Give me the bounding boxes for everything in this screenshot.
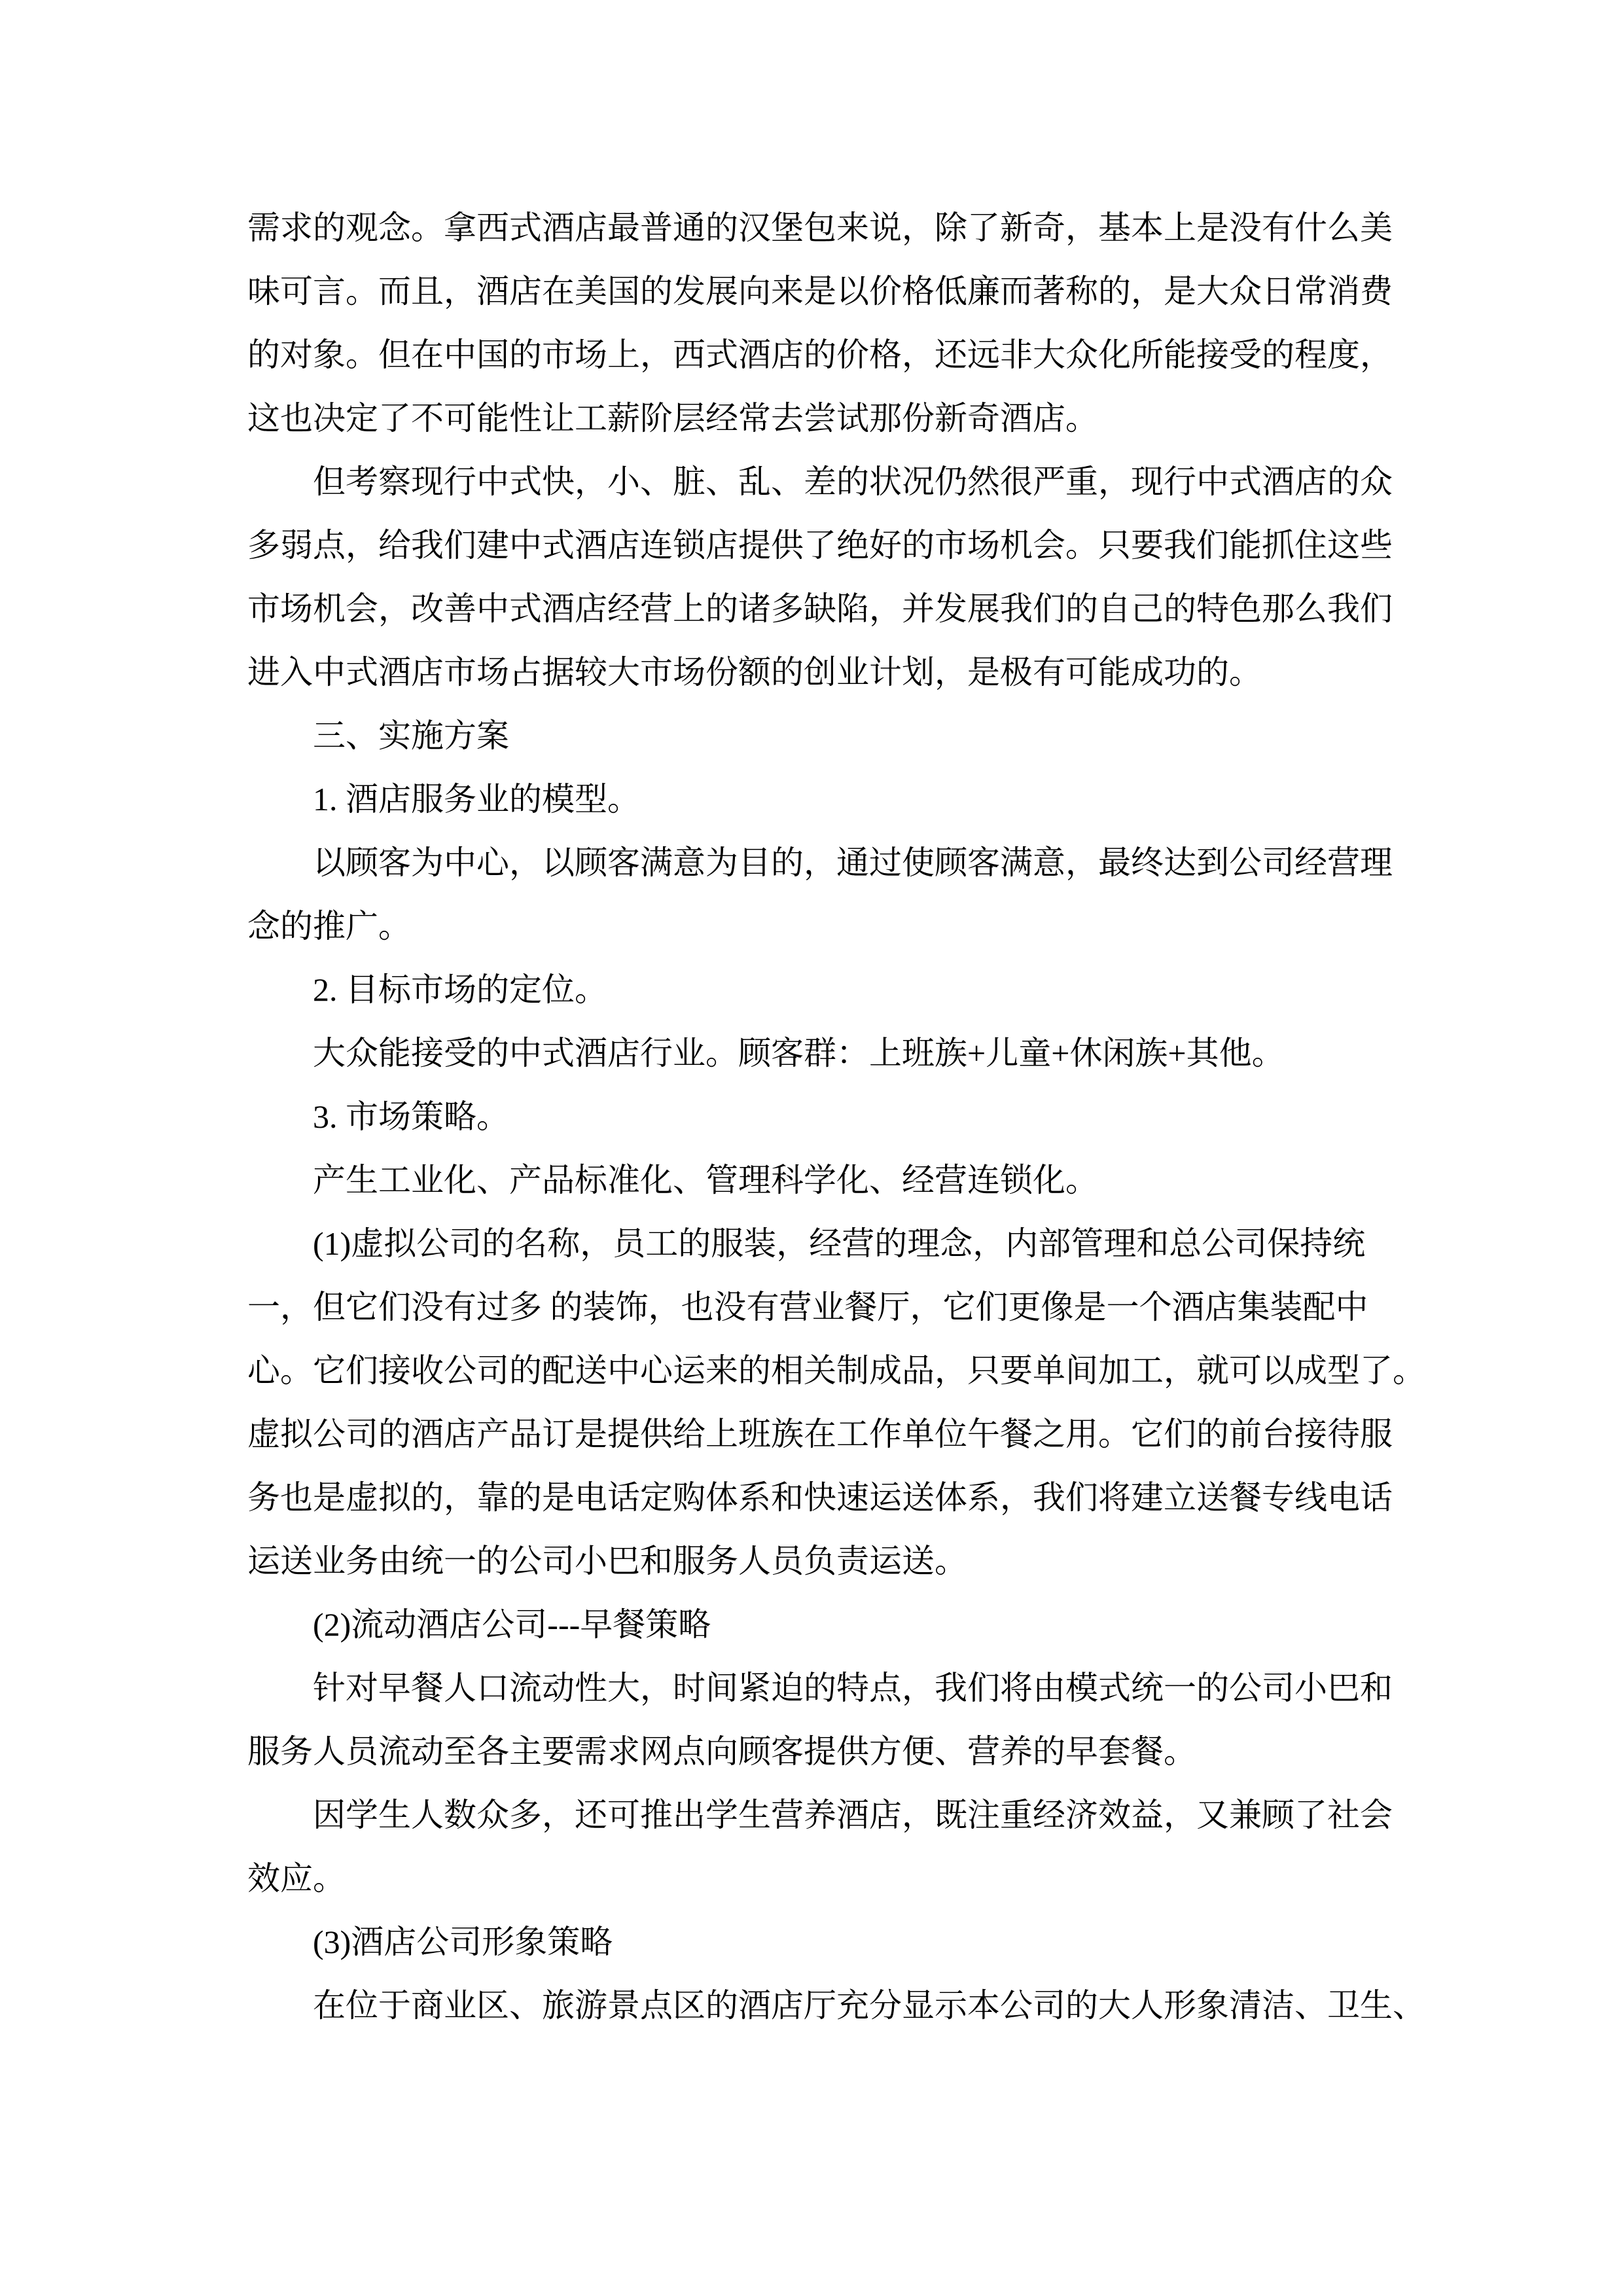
text-line: 3. 市场策略。 [313,1098,509,1135]
text-line: 2. 目标市场的定位。 [313,971,607,1008]
text-line: 市场机会，改善中式酒店经营上的诸多缺陷，并发展我们的自己的特色那么我们 [247,590,1393,627]
text-line: (1)虚拟公司的名称，员工的服装，经营的理念，内部管理和总公司保持统 [313,1225,1366,1262]
text-line: 因学生人数众多，还可推出学生营养酒店，既注重经济效益，又兼顾了社会 [313,1797,1393,1833]
text-line: 大众能接受的中式酒店行业。顾客群：上班族+儿童+休闲族+其他。 [313,1035,1285,1071]
text-line: 进入中式酒店市场占据较大市场份额的创业计划，是极有可能成功的。 [247,654,1262,691]
text-line: 针对早餐人口流动性大，时间紧迫的特点，我们将由模式统一的公司小巴和 [313,1670,1393,1706]
text-line: 运送业务由统一的公司小巴和服务人员负责运送。 [247,1543,967,1579]
text-line: 念的推广。 [247,908,411,944]
text-line: 在位于商业区、旅游景点区的酒店厅充分显示本公司的大人形象清洁、卫生、 [313,1987,1425,2024]
text-line: 这也决定了不可能性让工薪阶层经常去尝试那份新奇酒店。 [247,400,1098,437]
text-line: 多弱点，给我们建中式酒店连锁店提供了绝好的市场机会。只要我们能抓住这些 [247,527,1393,564]
text-line: 的对象。但在中国的市场上，西式酒店的价格，还远非大众化所能接受的程度， [247,336,1393,373]
text-line: 服务人员流动至各主要需求网点向顾客提供方便、营养的早套餐。 [247,1733,1196,1770]
text-line: 虚拟公司的酒店产品订是提供给上班族在工作单位午餐之用。它们的前台接待服 [247,1416,1393,1452]
text-line: (2)流动酒店公司---早餐策略 [313,1606,711,1643]
text-line: 产生工业化、产品标准化、管理科学化、经营连锁化。 [313,1162,1098,1198]
document-text-block [247,196,1425,2037]
text-line: 味可言。而且，酒店在美国的发展向来是以价格低廉而著称的，是大众日常消费 [247,273,1393,310]
text-line: 三、实施方案 [313,717,509,754]
text-line: 务也是虚拟的，靠的是电话定购体系和快速运送体系，我们将建立送餐专线电话 [247,1479,1393,1516]
text-line: 一，但它们没有过多 的装饰，也没有营业餐厅，它们更像是一个酒店集装配中 [247,1289,1368,1325]
text-line: 效应。 [247,1860,346,1897]
text-line: 心。它们接收公司的配送中心运来的相关制成品，只要单间加工，就可以成型了。 [247,1352,1425,1389]
text-line: 1. 酒店服务业的模型。 [313,781,640,817]
text-line: 需求的观念。拿西式酒店最普通的汉堡包来说，除了新奇，基本上是没有什么美 [247,209,1393,246]
text-line: (3)酒店公司形象策略 [313,1924,613,1960]
text-line: 以顾客为中心，以顾客满意为目的，通过使顾客满意，最终达到公司经营理 [313,844,1393,881]
text-line: 但考察现行中式快，小、脏、乱、差的状况仍然很严重，现行中式酒店的众 [313,463,1393,500]
